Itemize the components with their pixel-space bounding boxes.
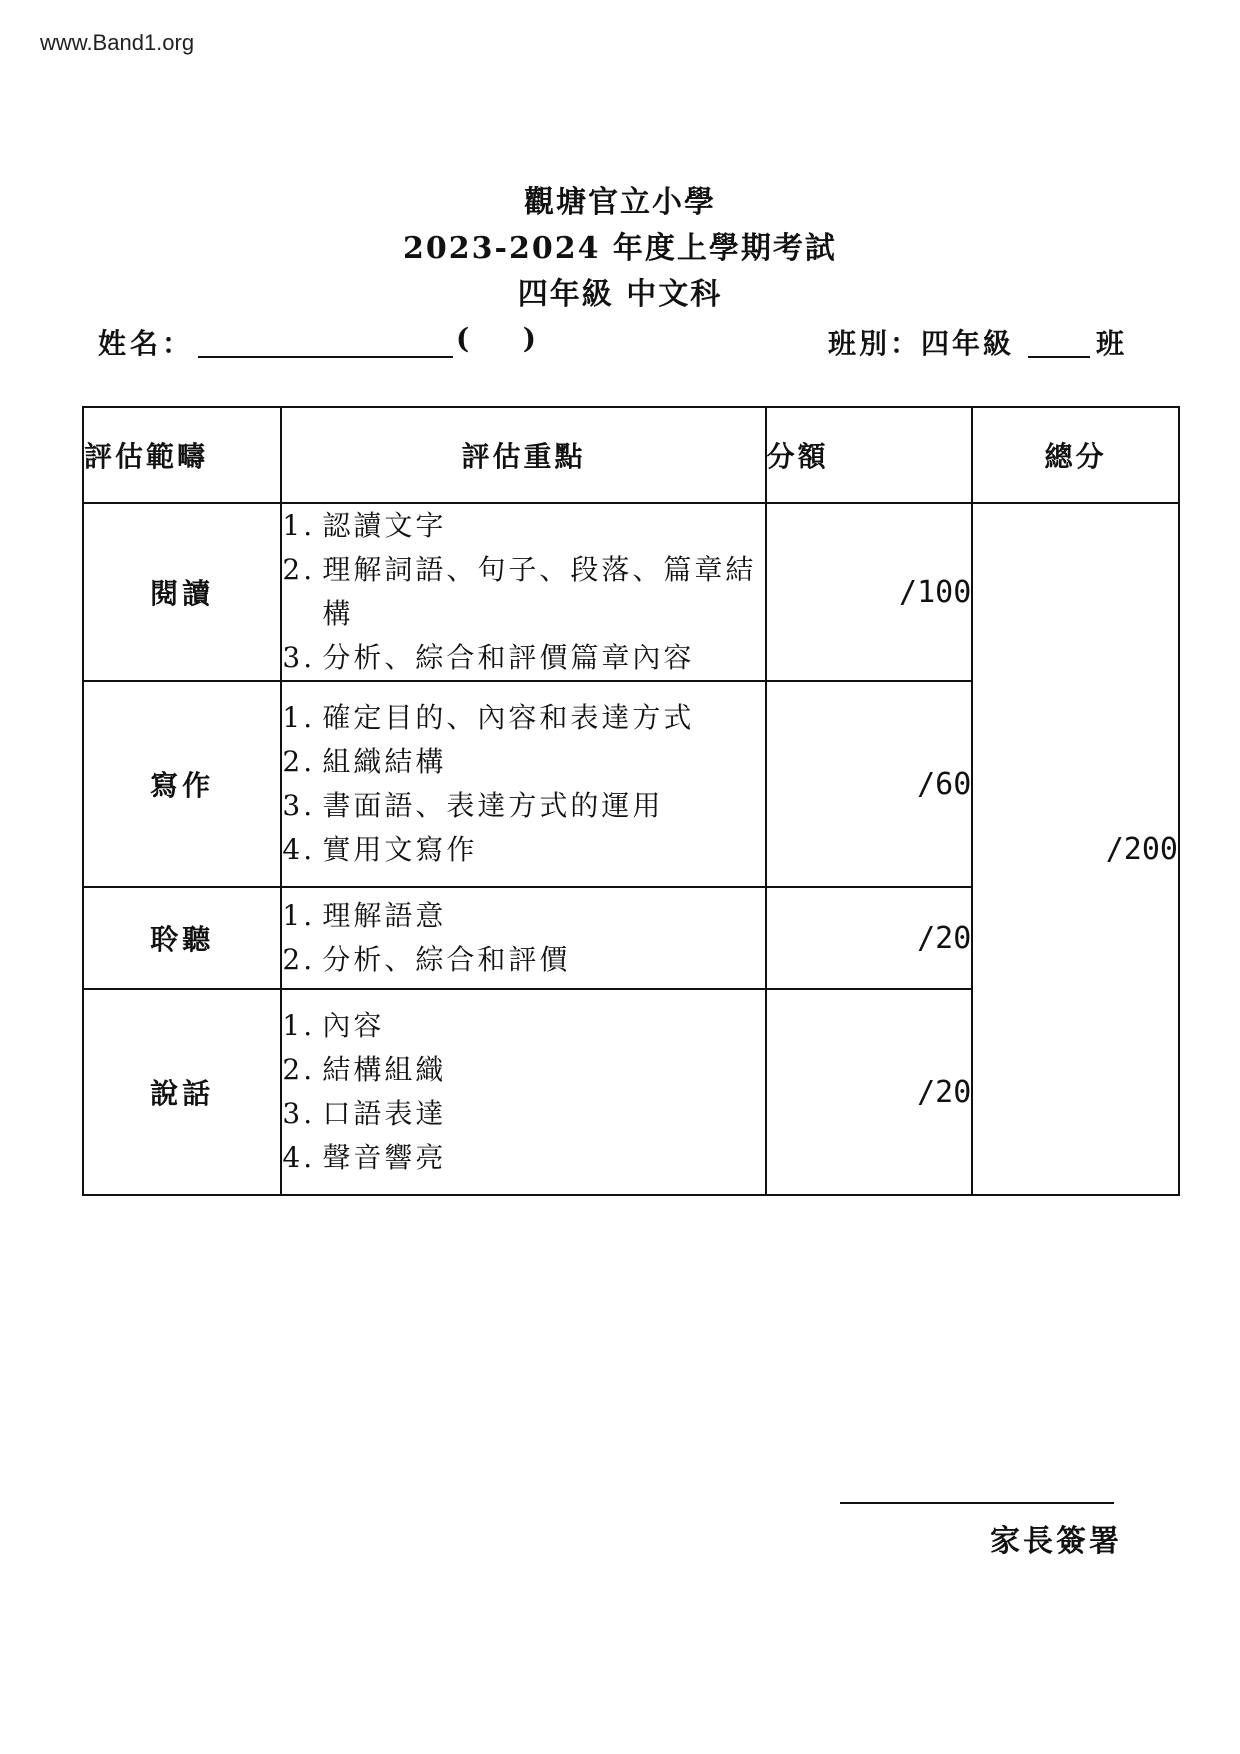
focus-item-text: 聲音響亮 <box>322 1141 447 1174</box>
name-label: 姓名： <box>98 327 195 360</box>
category-cell: 寫作 <box>83 681 281 887</box>
paren-close: ) <box>522 322 536 355</box>
grade-subject: 四年級 中文科 <box>517 277 723 312</box>
category-cell: 閱讀 <box>83 503 281 681</box>
category-cell: 聆聽 <box>83 887 281 989</box>
focus-item <box>282 504 764 548</box>
focus-item-text: 結構組織 <box>322 1053 447 1086</box>
exam-header <box>0 180 1240 318</box>
assessment-table <box>82 406 1180 1196</box>
focus-item-number: 1. <box>282 899 316 932</box>
focus-item-text: 確定目的、內容和表達方式 <box>322 701 695 734</box>
table-header-row <box>83 407 1179 503</box>
focus-item-number: 4. <box>282 833 316 866</box>
focus-item-number: 1. <box>282 1009 316 1042</box>
header-total: 總分 <box>972 407 1179 503</box>
focus-item <box>282 1092 764 1136</box>
paren-open: ( <box>456 322 470 355</box>
focus-item-text: 理解語意 <box>322 899 447 932</box>
focus-item-text: 口語表達 <box>322 1097 447 1130</box>
focus-item <box>282 696 764 740</box>
school-name: 觀塘官立小學 <box>524 185 716 220</box>
score-cell[interactable]: /20 <box>766 989 973 1195</box>
class-label: 班別：四年級 <box>828 327 1015 360</box>
class-number-parentheses[interactable] <box>456 322 536 355</box>
exam-title: 2023-2024 年度上學期考試 <box>403 231 837 266</box>
focus-item-text: 內容 <box>322 1009 385 1042</box>
focus-item-text: 書面語、表達方式的運用 <box>322 789 664 822</box>
focus-cell <box>281 887 765 989</box>
focus-item-text: 實用文寫作 <box>322 833 478 866</box>
table-body <box>83 503 1179 1195</box>
signature-line[interactable] <box>840 1502 1114 1504</box>
focus-item <box>282 548 764 636</box>
score-cell[interactable]: /100 <box>766 503 973 681</box>
focus-item-text: 認讀文字 <box>322 509 447 542</box>
focus-item-number: 4. <box>282 1141 316 1174</box>
focus-item <box>282 740 764 784</box>
focus-item-number: 3. <box>282 641 316 674</box>
focus-item-number: 1. <box>282 701 316 734</box>
focus-cell <box>281 503 765 681</box>
focus-item <box>282 784 764 828</box>
focus-item-text: 組織結構 <box>322 745 447 778</box>
score-cell[interactable]: /60 <box>766 681 973 887</box>
header-category: 評估範疇 <box>83 407 281 503</box>
focus-cell <box>281 989 765 1195</box>
focus-item-text: 理解詞語、句子、段落、篇章結構 <box>322 553 757 630</box>
focus-item-text: 分析、綜合和評價篇章內容 <box>322 641 695 674</box>
focus-item <box>282 938 764 982</box>
header-focus: 評估重點 <box>281 407 765 503</box>
header-score: 分額 <box>766 407 973 503</box>
focus-cell <box>281 681 765 887</box>
focus-item <box>282 1136 764 1180</box>
focus-item-number: 2. <box>282 745 316 778</box>
focus-item <box>282 828 764 872</box>
focus-item-number: 2. <box>282 1053 316 1086</box>
focus-item-number: 2. <box>282 943 316 976</box>
focus-item-number: 3. <box>282 789 316 822</box>
category-cell: 說話 <box>83 989 281 1195</box>
student-info-row <box>98 322 1128 362</box>
focus-item <box>282 636 764 680</box>
focus-item-number: 2. <box>282 553 316 586</box>
class-suffix: 班 <box>1096 327 1125 360</box>
parent-signature-label: 家長簽署 <box>990 1524 1122 1559</box>
class-field-line[interactable] <box>1028 356 1090 358</box>
focus-item <box>282 1048 764 1092</box>
focus-item <box>282 894 764 938</box>
score-cell[interactable]: /20 <box>766 887 973 989</box>
table-row <box>83 503 1179 681</box>
focus-item-text: 分析、綜合和評價 <box>322 943 571 976</box>
focus-item <box>282 1004 764 1048</box>
focus-item-number: 1. <box>282 509 316 542</box>
focus-item-number: 3. <box>282 1097 316 1130</box>
name-field-line[interactable] <box>198 356 453 358</box>
site-watermark: www.Band1.org <box>40 30 195 55</box>
total-score-cell[interactable]: /200 <box>972 503 1179 1195</box>
